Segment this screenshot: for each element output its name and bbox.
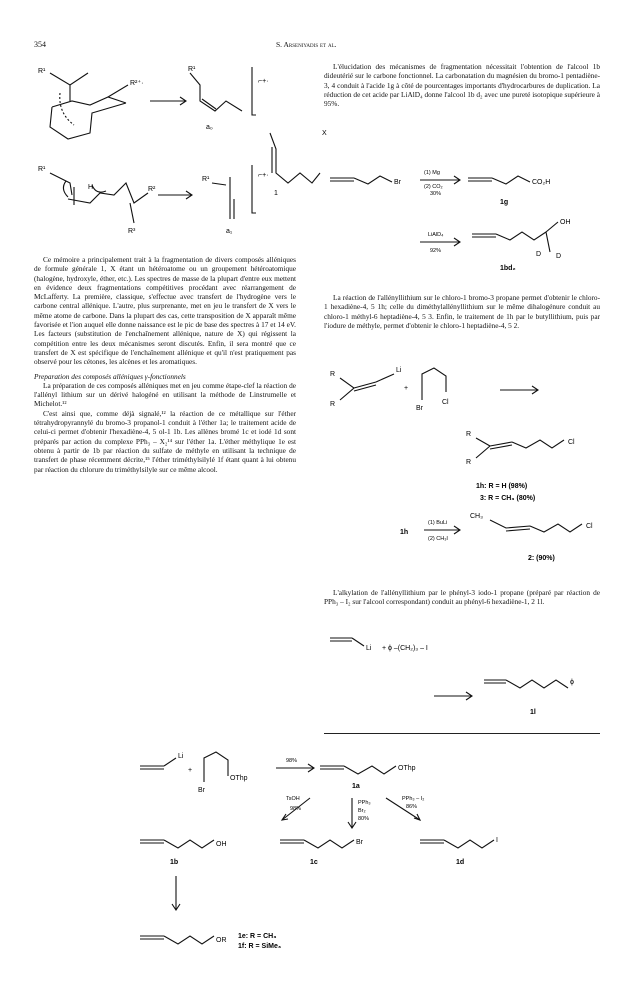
radical-cation-bracket-2: ⌐+· [258,172,269,179]
plus-sign: + [188,767,193,774]
section-title: Preparation des composés alléniques γ-fonctionnels [34,371,186,381]
deuterium-label-2: D [556,253,562,260]
bromo-label: Br [198,787,205,794]
right-column-mid [324,293,600,330]
lithium-label: Li [396,367,402,374]
alkylation-paragraph: L'alkylation de l'allényllithium par le phényl-3 iodo-1 propane (préparé par réaction de PPh₃ – I₂ sur l'alcool correspondant) conduit au phényl-6 hexadiène-1, 2 1l. [324,588,600,607]
bromo-label: Br [416,405,423,412]
chloro-label-2: Cl [586,523,593,530]
running-head-authors: S. Arseniyadis et al. [276,40,337,49]
scheme-chloride-1h [324,360,604,575]
start-1h-label: 1h [400,529,409,536]
bromination-yield: 80% [358,816,370,822]
reduction-yield: 92% [430,248,442,254]
or-label: OR [216,937,227,944]
compound-1e-label: 1e: R = CH₃ [238,933,277,940]
r1-product-label: R¹ [188,66,196,73]
preparation-paragraph: La préparation de ces composés alléniques met en jeu comme étape-clef la réaction de l'allényl lithium sur un dérivé halogéné en utilisant la méthode de Linstrumelle et Michelot.¹² [34,380,296,409]
scheme-synthesis-1a-1f [130,748,510,988]
deuterium-label-1: D [536,251,542,258]
compound-1d-label: 1d [456,859,465,866]
r2-label-2: R² [148,186,156,193]
compound-1c-label: 1c [310,859,318,866]
product-r-bottom: R [466,459,472,466]
br2-reagent: Br₂ [358,808,366,814]
compound-1a-label: 1a [352,783,360,790]
product-r-top: R [466,431,472,438]
grignard-yield: 30% [430,191,442,197]
coupling-yield: 98% [286,758,298,764]
grignard-step1: (1) Mg [424,170,440,176]
pph3-reagent: PPh₃ [358,800,371,806]
buli-step: (1) BuLi [428,520,448,526]
lithium-label: Li [366,645,372,652]
synthesis-paragraph: C'est ainsi que, comme déjà signalé,¹² la réaction de ce métallique sur l'éther tétrahydropyrannylé du bromo-3 propanol-1 conduit à l'éther 1a; le traitement acide de celui-ci permet d'obtenir l'hexadiène-4, 5 ol-1 1b. Les allènes bromé 1c et iodé 1d sont préparés par action du complexe PPh₃ – X₂¹⁴ sur l'éther 1a. L'éther méthylique 1e est obtenu à partir de 1b par réaction du sulfate de méthyle en utilisant la technique de transfert de phase récemment décrite,¹⁵ l'éther triméthylsilylé 1f étant quant à lui obtenu par réaction du chlorure du triméthylsilyle sur ce même alcool. [34,408,296,474]
hydroxyl-label: OH [560,219,571,226]
acid-group-label: CO₂H [532,179,551,186]
lithium-label: Li [178,753,184,760]
fragment-a1-label: a₁ [226,228,233,235]
othp-label: OThp [230,775,248,782]
compound-1b-label: 1b [170,859,179,866]
r1-label-2: R¹ [38,166,46,173]
othp-product-label: OThp [398,765,416,772]
radical-cation-bracket: ⌐+· [258,78,269,85]
phenyl-label: ϕ [570,679,574,686]
tsoh-reagent: TsOH [286,796,300,802]
mei-step: (2) CH₃I [428,536,448,542]
r-top-label: R [330,371,336,378]
r2-radical-label: R²⁺· [130,80,144,87]
compound-1f-label: 1f: R = SiMe₃ [238,943,282,950]
compound-1g-label: 1g [500,199,509,206]
iodo-label: I [496,837,498,844]
hydroxyl-label: OH [216,841,227,848]
yield-1h: 1h: R = H (98%) [476,483,528,490]
yield-2: 2: (90%) [528,555,555,562]
scheme-phenyl-1l [324,618,604,728]
mechanism-scheme [30,55,330,265]
compound-1l-label: 1l [530,709,536,716]
intro-paragraph: Ce mémoire a principalement trait à la fragmentation de divers composés alléniques de formule générale 1, X étant un hétéroatome ou un groupement hétéroatomique (halogène, hydroxyle, éther, etc.). Les spectres de masse de la plupart d'entre eux mettent en évidence deux fragmentations compétitives procédant avec réarrangement de McLafferty. La première, classique, s'effectue avec transfert de l'hydrogène vers le carbone central allénique. L'autre, plus surprenante, met en jeu le transfert de X vers le même atome de carbone. Dans la plupart des cas, cette transposition de X apparaît même favorisée et l'ion auquel elle donne naissance est le pic de base des spectres à 17 et 14 eV. Les facteurs (substitution de l'enchaînement allénique, nature de X) qui régissent la compétition entre les deux mécanismes seront discutés. Enfin, il sera montré que ce transfert de X est spécifique de l'enchaînement allénique et qu'il n'est pratiquement pas observé pour les cétones, les alcènes et les aromatiques. [34,255,296,367]
bromide-label: Br [394,179,401,186]
fragment-a0-label: a₀ [206,124,213,131]
phenylpropyl-iodide: + ϕ –(CH₂)₃ – I [382,645,428,652]
right-column-bottom [324,588,600,607]
x-substituent-label: X [322,130,327,137]
page-number: 354 [34,40,46,49]
grignard-step2: (2) CO₂ [424,184,443,190]
product-chloro-label: Cl [568,439,575,446]
elucidation-paragraph: L'élucidation des mécanismes de fragmentation nécessitait l'obtention de l'alcool 1b dideutérié sur le carbone fonctionnel. La carbonatation du magnésien du bromo-1 pentadiène-3, 4 conduit à l'acide 1g à côté de pourcentages importants d'hydrocarbures de duplication. La réduction de cet acide par LiAlD₄ donne l'alcool 1b d₂ avec une pureté isotopique supérieure à 95%. [324,62,600,109]
iodination-yield: 86% [406,804,418,810]
compound-1bd2-label: 1bd₂ [500,265,516,272]
reduction-reagent: LiAlD₄ [428,232,444,238]
methyl-label: CH₃ [470,513,483,520]
tsoh-yield: 98% [290,806,302,812]
left-column [34,255,296,474]
plus-sign: + [404,385,409,392]
yield-3: 3: R = CH₃ (80%) [480,495,536,502]
section-divider [324,733,600,734]
r1-label: R¹ [38,68,46,75]
bromo-product-label: Br [356,839,363,846]
right-column-top [324,62,600,108]
allenyllithium-paragraph: La réaction de l'allényllithium sur le chloro-1 bromo-3 propane permet d'obtenir le chloro-1 hexadiène-4, 5 1h; celle du diméthylallényllithium sur le même dihalogénure conduit au chloro-1 méthyl-6 heptadiène-4, 5 3. Enfin, le traitement de 1h par le butyllithium, puis par l'iodure de méthyle, permet d'obtenir le chloro-1 heptadiène-4, 5 2. [324,293,600,330]
compound-1-label: 1 [274,190,278,197]
h-label: H [88,184,94,191]
r3-label: R³ [128,228,136,235]
pph3-i2-reagent: PPh₃ – I₂ [402,796,425,802]
r-bottom-label: R [330,401,336,408]
r1-label-3: R¹ [202,176,210,183]
scheme-acid-1g [324,160,604,275]
chloro-label: Cl [442,399,449,406]
